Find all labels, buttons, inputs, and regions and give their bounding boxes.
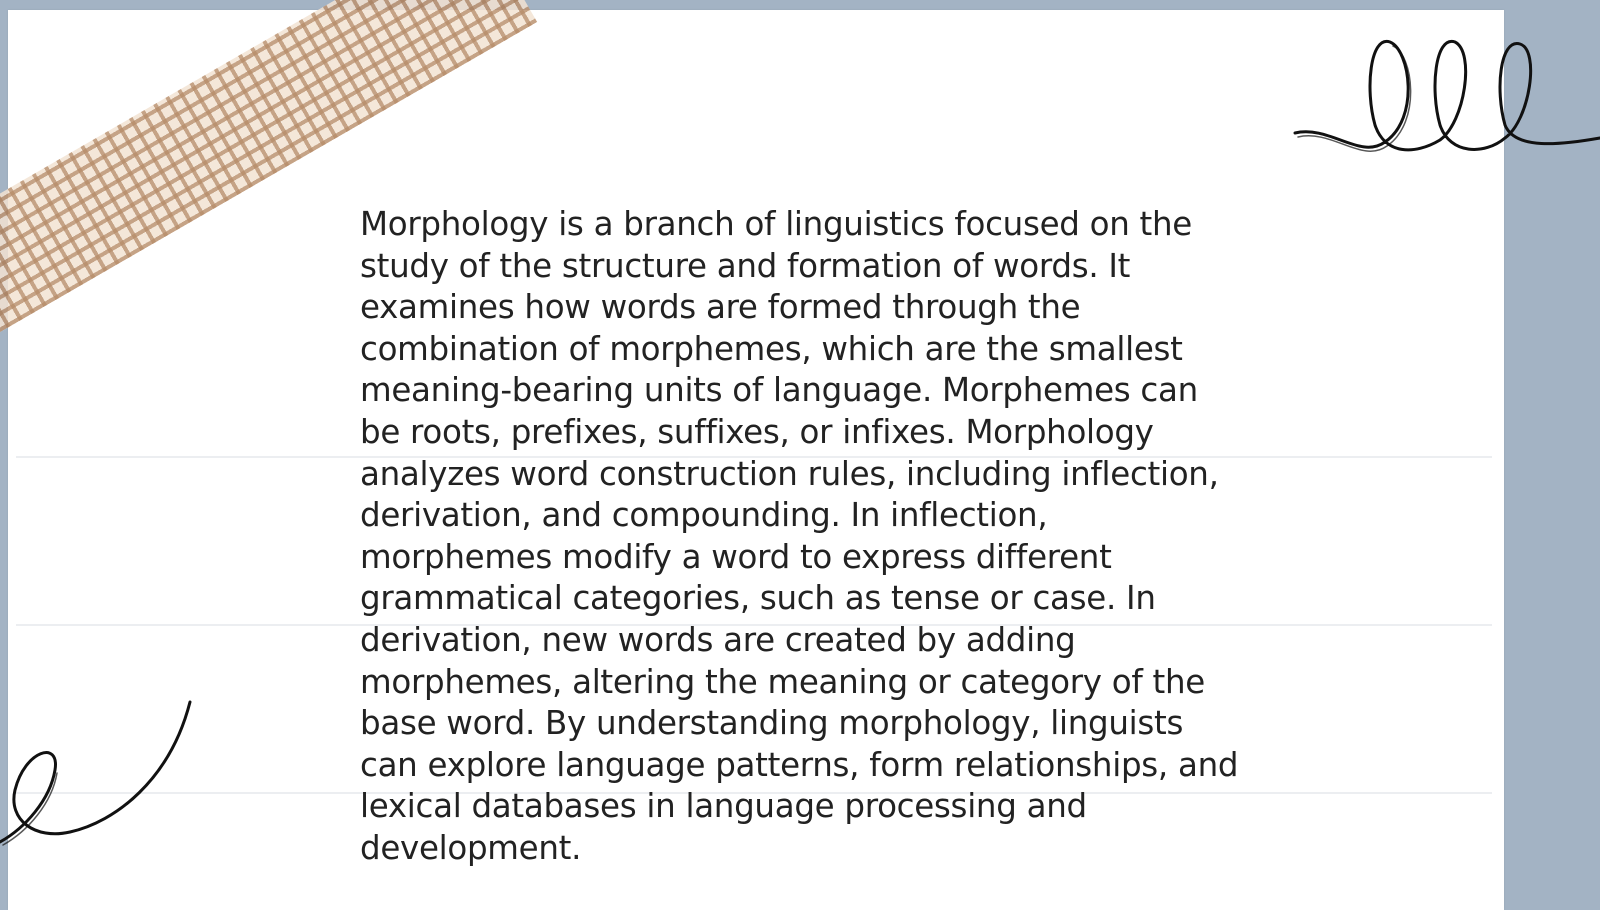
curl-swoosh-icon [0, 700, 200, 850]
morphology-paragraph: Morphology is a branch of linguistics focused on the study of the structure and formation of words. It examines how words are formed through the combination of morphemes, which are the smallest meaning-bearing units of language. Morphemes can be roots, prefixes, suffixes, or infixes. Morphology analyzes word construction rules, including inflection, derivation, and compounding. In inflection, morphemes modify a word to express different grammatical categories, such as tense or case. In derivation, new words are created by adding morphemes, altering the meaning or category of the base word. By understanding morphology, linguists can explore language patterns, form relationships, and lexical databases in language processing and development. [360, 205, 1239, 867]
loopy-scribble-icon [1290, 30, 1600, 170]
